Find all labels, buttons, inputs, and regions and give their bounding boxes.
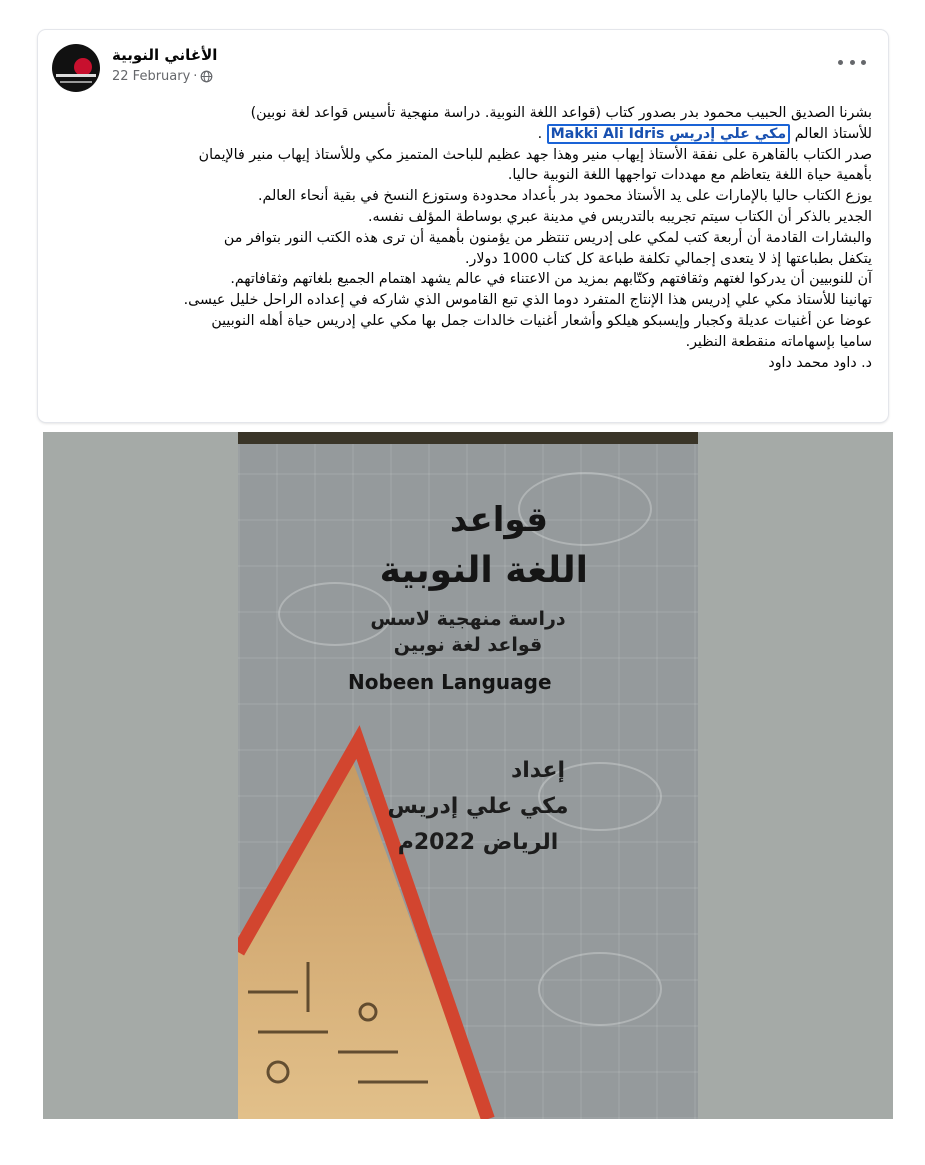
book-english-title: Nobeen Language	[348, 670, 552, 694]
post-line: والبشارات القادمة أن أربعة كتب لمكي على إدريس تنتظر من يؤمنون بأهمية أن ترى هذه الكتب النور بتوافر من	[223, 229, 872, 246]
post-line: عوضا عن أغنيات عديلة وكجبار وإيسبكو هيلكو وأشعار أغنيات خالدات جمل بها مكي علي إدريس حياة أهله النوبيين	[211, 312, 872, 329]
post-line: تهانينا للأستاذ مكي علي إدريس هذا الإنتاج المتفرد دوما الذي تبع القاموس الذي شاركه في إعداده الراحل خليل عيسى.	[183, 292, 872, 309]
post-line: بشرنا الصديق الحبيب محمود بدر بصدور كتاب (قواعد اللغة النوبية. دراسة منهجية تأسيس قواعد لغة نوبين)	[250, 105, 872, 121]
post-card	[38, 30, 888, 422]
book-author: مكي علي إدريس	[387, 794, 569, 819]
book-title-line1: قواعد	[449, 500, 548, 540]
post-line: ساميا بإسهاماته منقطعة النظير.	[685, 333, 872, 350]
post-line: يتكفل بطباعتها إذ لا يتعدى إجمالي تكلفة طباعة كل كتاب 1000 دولار.	[465, 250, 872, 267]
book-subtitle-line1: دراسة منهجية لاسس	[370, 608, 566, 630]
page-name-link[interactable]: الأغاني النوبية	[112, 46, 218, 64]
book-subtitle-line2: قواعد لغة نوبين	[393, 634, 543, 656]
post-signature: د. داود محمد داود	[768, 354, 872, 371]
book-cover-image	[238, 432, 698, 1119]
post-date[interactable]: 22 February	[112, 69, 191, 84]
book-prepared-by: إعداد	[510, 758, 566, 783]
post-photo[interactable]	[43, 432, 893, 1119]
post-meta	[112, 69, 213, 84]
book-place-year: الرياض 2022م	[397, 830, 559, 855]
post-line: الجدير بالذكر أن الكتاب سيتم تجريبه بالتدريس في مدينة عبري بوساطة المؤلف نفسه.	[368, 208, 872, 225]
post-line: صدر الكتاب بالقاهرة على نفقة الأستاذ إيهاب منير وهذا جهد عظيم للباحث المتميز مكي وللأستاذ إيهاب منير فالإيمان	[198, 146, 872, 163]
book-title-line2: اللغة النوبية	[379, 550, 588, 591]
page-avatar[interactable]	[52, 44, 100, 92]
post-line: يوزع الكتاب حاليا بالإمارات على يد الأستاذ محمود بدر بأعداد محدودة وستوزع النسخ في بقية أنحاء العالم.	[258, 188, 872, 205]
globe-icon[interactable]	[200, 70, 213, 83]
mention-link[interactable]: مكي علي إدريس Makki Ali Idris	[547, 124, 791, 144]
meta-separator: ·	[193, 69, 198, 84]
more-options-icon[interactable]	[838, 52, 866, 72]
post-line: آن للنوبيين أن يدركوا لغتهم وثقافتهم وكتّابهم بمزيد من الاعتناء في عالم يشهد اهتمام الجميع بلغاتهم وثقافاتهم.	[230, 271, 872, 288]
post-line-mention: للأستاذ العالم مكي علي إدريس Makki Ali Idris .	[537, 125, 872, 142]
post-line: بأهمية حياة اللغة يتعاظم مع مهددات تواجهها اللغة النوبية حاليا.	[507, 167, 872, 184]
post-text	[78, 103, 872, 373]
